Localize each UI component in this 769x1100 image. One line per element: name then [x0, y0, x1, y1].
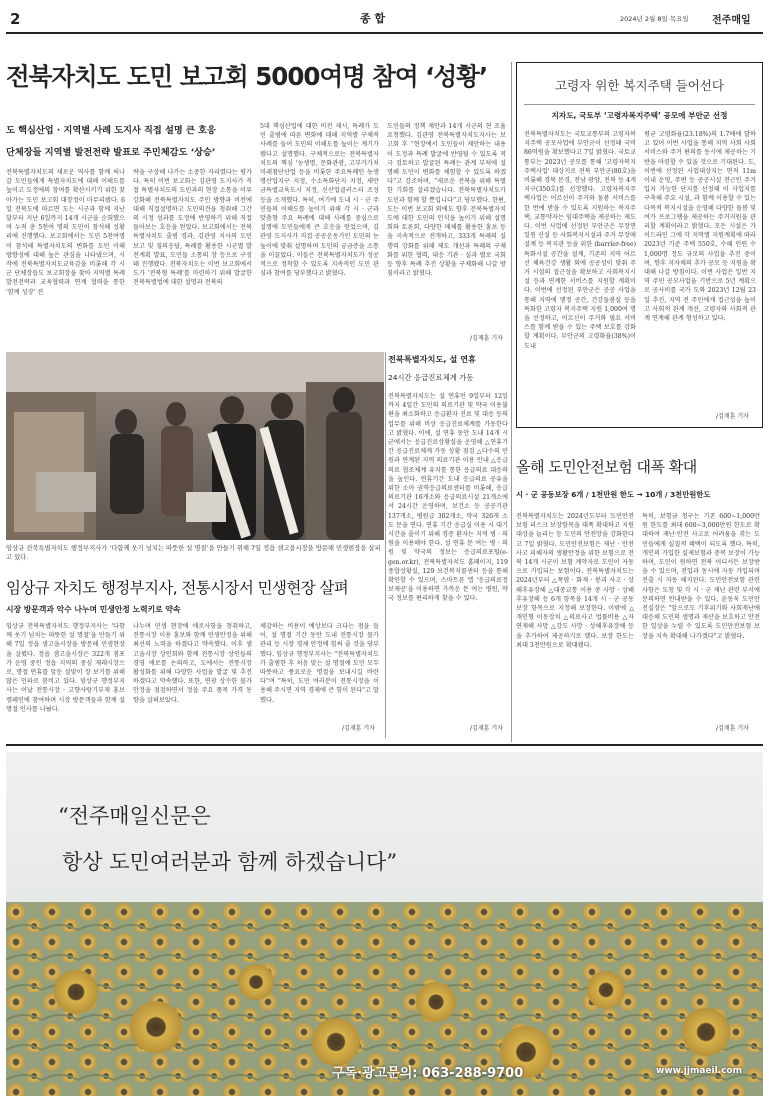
- market-photo-caption: 임상규 전북특별자치도 행정부지사가 ‘다함께 웃기 넘치는 따뜻한 설 명절’을 만들기 위해 7일 정읍 샘고을시장을 방문해 민생현장을 살피고 있다.: [6, 545, 381, 561]
- lead-subhead-2: 단체장들 지역별 발전전략 발표로 주민체감도 ‘상승’: [6, 147, 216, 158]
- emergency-body: 전북특별자치도는 설 연휴인 9일부터 12일까지 4일간 도민의 의료기관 및 약국 이용불편을 최소화하고 응급환자 진료 및 대응 등의 업무를 위해 비상 응급진료체계를 가동한다고 밝혔다. 이에, 설 연휴 동안 도내 14개 시군에서는 응급진료상황실을 운영해 △연휴기간 응급진료체계 가동 상황 점검 △다수의 민원과 연계된 지역 의료기관 이용 안내 △응급의료 협조체계 유지를 통한 응급의료 대응력을 높인다. 연휴기간 도내 응급의료 공유을 위한 소아 권역응급의료센터를 비롯해, 응급의료기관 16개소와 응급의료시설 21개소에서 24시간 운영하며, 보건소 등 공공기관 137개소, 병원급 302개소, 약국 326개 소도 문을 연다. 연휴 기간 응급실 이용 시 대기 시간을 줄이기 위해 경증 환자는 지역 병 · 의원을 이용해야 한다. 설 연휴 문 여는 병 · 의원 및 약국의 정보는 응급의료포털(e-gen.or.kr), 전북특별자치도 홈페이지, 119 종합상황실, 129 보건복지콜센터 등을 통해 확인할 수 있으며, 스마트폰 앱 '응급의료정보제공'을 이용하면 가까운 문 여는 병원, 약국 정보를 편리하게 찾을 수 있다.: [388, 393, 508, 603]
- safety-byline: /김재훈 기자: [716, 725, 749, 732]
- welfare-headline: 고령자 위한 복지주택 들어선다: [555, 78, 724, 93]
- welfare-byline: /김재훈 기자: [716, 413, 749, 420]
- header-rule: [6, 32, 763, 34]
- lead-subhead-1: 도 핵심산업 · 지역별 사례 도지사 직접 설명 큰 호응: [6, 125, 216, 136]
- section-label: 종 합: [360, 12, 386, 25]
- sunflower-ad: [6, 752, 763, 1096]
- page-header: [0, 0, 769, 34]
- safety-body-col1: 전북특별자치도는 2024년도부터 도민안전보험 리스크 보장항목을 대폭 확대하고 지원 대상을 늘리는 등 도민의 안전망을 강화한다고 7일 밝혔다. 도민안전보험은 재난 · 안전사고 피해자의 생활안정을 위한 보험으로 전북 14개 시군이 보험 계약자로 도민이 자동으로 가입되는 보험이다. 전북특별자치도는 2024년부터 △폭염 · 화재 · 붕괴 사고 · 상해후유장해 △대중교통 이용 중 사망 · 상해후유장해 등 6개 항목을 14개 시 · 군 공동보장 항목으로 지정해 보장한다. 이밖에 △개인형 이동장치 △의료사고 법률비용 △자연재해 사망 △강도 사망 · 상해후유장해 등을 추가하여 제공하기로 했다. 보장 한도는 최대 3천만원으로 확대됐다.: [516, 513, 634, 649]
- market-body-col3: 체감하는 비용이 예상보다 크다는 점을 들어, 설 명절 기간 동안 도내 전통시장 물가 관리 등 시장 경제 안정에 힘써 줄 것을 당부했다. 임상규 행정부지사는 "전북특별자치도가 출범한 후 처음 맞는 설 명절에 도민 모두 따뜻하고 풍요로운 명절을 보내시길 바란다"며 "특히, 도민 여러분이 전통시장을 이용해 주시면 지역 경제에 큰 힘이 된다"고 말했다.: [260, 623, 379, 704]
- lead-body-col4: 도민들의 정책 제안과 14개 시군의 현 조율 요청했다. 김관영 전북특별자치도지사는 보고회 후 “현장에서 도민들이 제안하는 내용이 도정과 특례 발굴에 반영될 수 있도록 적극 검토하고 발굴된 특례는 관계 부처에 설명해 도민이 변화를 체험할 수 있도록 하겠다”고 강조하며, “새로운 전북을 위해 특별한 기회를 살리겠습니다. 전북특별자치도가 도민과 함께 할 뿐입니다”고 당부했다. 한편, 도는 이번 보고회 외에도 향후 전북특별자치도에 대한 도민의 인식을 높이기 위해 설명회와 토론회, 다양한 매체를 활용한 홍보 등을 지속적으로 전개하고, 333개 특례의 실행력 강화를 위해 제도 개선과 특례의 구체화를 위한 협력, 대응 기관 · 실과 별로 국회 등 향후 특례 추진 상황을 구체화해 나갈 방침이라고 밝혔다.: [387, 123, 506, 278]
- paper-name: 전주매일: [712, 15, 751, 26]
- column-rule-1: [511, 62, 512, 742]
- ad-top-rule: [6, 744, 763, 746]
- page-number: 2: [10, 10, 21, 28]
- lead-headline: 전북자치도 도민 보고회 5000여명 참여 ‘성황’: [6, 62, 488, 91]
- lead-body-col1: 전북특별자치도의 새로운 역사를 함께 써나갈 도민들에게 특별자치도에 대해 이해도를 높이고 도정에의 참여를 확산시키기 위한 찾아가는 도민 보고회 대장정이 마무리됐다. 6일 전북도에 따르면 도는 시군과 함께 지난달부터 지난 6일까지 14개 시군을 순회했으며 누적 총 5천여 명의 도민이 참석해 성황리에 진행했다. 보고회에서는 도민 5천여명이 참석해 특별자치도의 변화를 도민 이해 방향성에 대해 높은 관심을 나타냈으며, 시작에 전북특별자치도교육감을 비롯해 각 시군 단체장들도 보고회장을 찾아 지역별 특례 발전전략과 교육협력과 연계 협력을 통한 '함께 성장' 전: [6, 169, 125, 296]
- safety-subhead: 시 · 군 공동보장 6개 / 1천만원 한도 → 10개 / 3천만원한도: [516, 490, 711, 499]
- lead-body-col3: 5대 핵심산업에 대한 비전 제시, 특례가 도민 출범에 따른 변화에 대해 지역별 구체적 사례를 들어 도민의 이해도를 높이는 계기가 됐다고 설명했다. 구체적으로는 전북특별자치도의 핵심 '농생명, 문화관광, 고부가가치 미래첨단산업 등을 비롯한 주요특례인 농생명산업지구 지정, 수소특화단지 지정, 새만금특별교육도시 지정, 신산업클러스터 조성 등을 소개했다. 특히, 여기에 도내 시 · 군 주민들의 이해도를 높이기 위해 각 시 · 군과 맞춤형 주요 특례에 대해 사례를 중심으로 설명에 도민들에게 큰 호응을 얻었으며, 김관영 도지사가 직접 공공운동가인 도민의 눈높이에 맞춰 설명하며 도민의 궁금증을 소통을 이끌었다. 이들은 전북특별자치도가 성공적으로 정착할 수 있도록 지속적인 도민 관심과 참여를 당부했다고 밝혔다.: [260, 123, 379, 278]
- ad-website[interactable]: www.jjmaeil.com: [656, 1066, 742, 1076]
- ad-quote-line-2: 항상 도민여러분과 함께 하겠습니다”: [62, 850, 398, 874]
- emergency-byline: /김재훈 기자: [470, 725, 503, 732]
- market-body-col1: 임상규 전북특별자치도 행정부지사는 '다함께 웃기 넘치는 따뜻한 설 명절'을 만들기 위해 7일 정읍 샘고을시장을 방문해 민생현장을 살폈다. 정읍 샘고을시장은 322개 점포가 운영 중인 정읍 지역의 중심 재래시장으로, 명절 연휴를 앞둔 설맞이 장 보기를 위해 많은 인파로 붐비고 있다. 임상규 행정부지사는 이날 전통시장 · 고향사랑기부제 홍보 캠페인에 참여하며 시장 방문객들과 함께 설 명절 인사를 나눴다.: [6, 623, 125, 713]
- safety-body-col2: 특히, 보험금 청구는 기존 600~1,000만 원 한도를 최대 600~3,000만원 한도로 확대하여 재난·안전 사고로 어려움을 겪는 도민들에게 실질적 혜택이 되도록 했다. 특히, 개인의 가입한 실제보험과 중복 보장이 가능하며, 도민이 원하면 전북 어디서든 보장받을 수 있으며, 전입과 동시에 자동 가입되며 전출 시 자동 해지된다. 도민안전보험 관련 사항은 도청 및 각 시 · 군 재난 관련 부서에 문의하면 안내받을 수 있다. 윤동욱 도민안전실장은 "앞으로도 기후위기와 사회재난에 대응해 도민의 생명과 재산을 보호하고 안전한 일상을 누릴 수 있도록 도민안전보험 보장을 지속 확대해 나가겠다"고 밝혔다.: [642, 513, 760, 640]
- welfare-body-col2: 평균 고령화율(23.18%)의 1.7배에 달하고 있어 이번 사업을 통해 지역 사회 사회서비스와 주거 편의를 동시에 제공하는 기반을 마련할 수 있을 것으로 기대된다. 도, 이번에 선정된 사업대상지는 면적 11m 이내 운영, 주변 등 공공시설 전근인 주거입지 가능한 단지를 선정해 이 사업지를 구축해 주요 시설, 과 함께 이용할 수 있는 다목적 복지시설을 운영해 다양한 돌봄 및 여가 프로그램을 제공하는 주거지원을 관리할 계획이라고 밝혔다. 모든 시설은 가이드라인 그에 각 지역별 지원계획에 따라 2023년 기준 주택 550호, 수혜 인원 수 1,000명 정도 규모의 사업을 추진 중이며, 향후 지자체의 추가 공모 등 지원을 확대해 나갈 방침이다. 이번 사업은 일반 지역 주민 공모사업을 기반으로 5년 계획으로 공사비를 국가 도와 2023년 12월 23일 추진, 지역 전 주민에게 접근성을 높이고 사회적 관계 개선, 고령자와 사회적 관계 연계해 관계 형성하고 있다.: [644, 131, 756, 323]
- welfare-body-col1: 전북특별자치도는 국토교통부의 고령자복지주택 공모사업에 부안군이 선정돼 국비 86억원을 확보했다고 7일 밝혔다. 국토교통부는 2023년 공모를 통해 '고령자복지주택사업' 대상지로 전북 부안군(80호)을 비롯해 경북 문경, 전남 광양, 전북 등 4개 지구(350호)를 선정했다. 고령자복지주택사업은 어르신이 주거와 돌봄 서비스를 한 번에 받을 수 있도록 지원하는 복지주택, 교통약자는 임대주택을 제공하는 제도다. 이번 사업에 선정된 부안군은 무장면 일원 신설 등 사회복지시설과 주거 무장애 설계 등 복지관 등을 위한 (barrier-free) 특화시설 공간을 설계, 기존의 지역 어르신 체육건강 생활 외에 공공성이 맞춰 주거 시설의 접근성을 확보하고 사회복지시설 등과 연계한 서비스를 지원할 계획이다. 이번에 선정된 부안군은 공공 사업을 통해 지역에 행정 공간, 건강돌봄실 등을 특화한 고령자 복지주택 지원 1,000여 명을 선정하고, 어르신이 주거와 필요 서비스를 함께 받을 수 있는 주택 보호를 강화할 계획이다. 부안군의 고령화율(38%)이 도내: [524, 131, 636, 350]
- column-rule-2: [385, 352, 386, 738]
- welfare-divider: [524, 104, 755, 105]
- lead-body-col2: 략을 구상해 나가는 소중한 자리였다는 평가다. 특히 이번 보고회는 김관영 도지사가 직접 특별자치도의 도민과의 현장 소통을 이루 강화해 전북특별자치도 주민 방향과 비전에 대해 직접설명하고 도민의견을 청취해 그간의 시정 성과를 도정에 반영하기 위해 직접 돌아보는 호응을 얻었다. 보고회에서는 전북특별자치도 출범 경과, 김관영 지사의 도민 보고 및 질의응답, 특례를 활용한 시군별 발전계획 발표, 도민들 소통의 장 등으로 구성돼 진행됐다. 전북자치도는 이번 보고회에서 도가 '전북형 특례'를 마련하기 위해 발굴한 전북특별법에 대한 설명과 전북의: [133, 169, 252, 287]
- market-subhead: 시장 방문객과 악수 나누며 민생안정 노력키로 약속: [6, 605, 181, 614]
- market-body-col2: 나누며 민생 현장에 애로사항을 청취하고, 전통시장 이용 홍보와 함께 민생안정을 위해 최선의 노력을 하겠다고 약속했다. 이후 샘고을시장 상인회와 함께 전통시장 상인들의 경영 애로를 논의하고, 도에서는 전통시장 활성화를 위해 다양한 사업을 발굴 및 추진하겠다고 약속했다. 또한, 면광 상수한 물가 안정을 점검하면서 정읍 주요 품목 가격 동향을 살펴보았다.: [133, 623, 252, 704]
- market-headline: 임상규 자치도 행정부지사, 전통시장서 민생현장 살펴: [6, 579, 349, 597]
- safety-headline: 올해 도민안전보험 대폭 확대: [516, 458, 697, 476]
- welfare-subhead: 지자도, 국토부 ‘고령자복지주택’ 공모에 부안군 선정: [551, 111, 728, 120]
- emergency-headline: 전북특별자치도, 설 연휴: [388, 354, 476, 364]
- lead-byline: /김재훈 기자: [470, 335, 503, 342]
- issue-date: 2024년 2월 8일 목요일: [620, 15, 689, 23]
- market-photo: [6, 352, 384, 540]
- ad-quote-line-1: “전주매일신문은: [58, 804, 211, 828]
- market-scene-image: [6, 352, 384, 540]
- emergency-subhead: 24시간 응급진료체계 가동: [388, 373, 474, 382]
- ad-contact: 구독·광고문의: 063-288-9700: [332, 1066, 524, 1081]
- market-byline: /김재훈 기자: [342, 725, 375, 732]
